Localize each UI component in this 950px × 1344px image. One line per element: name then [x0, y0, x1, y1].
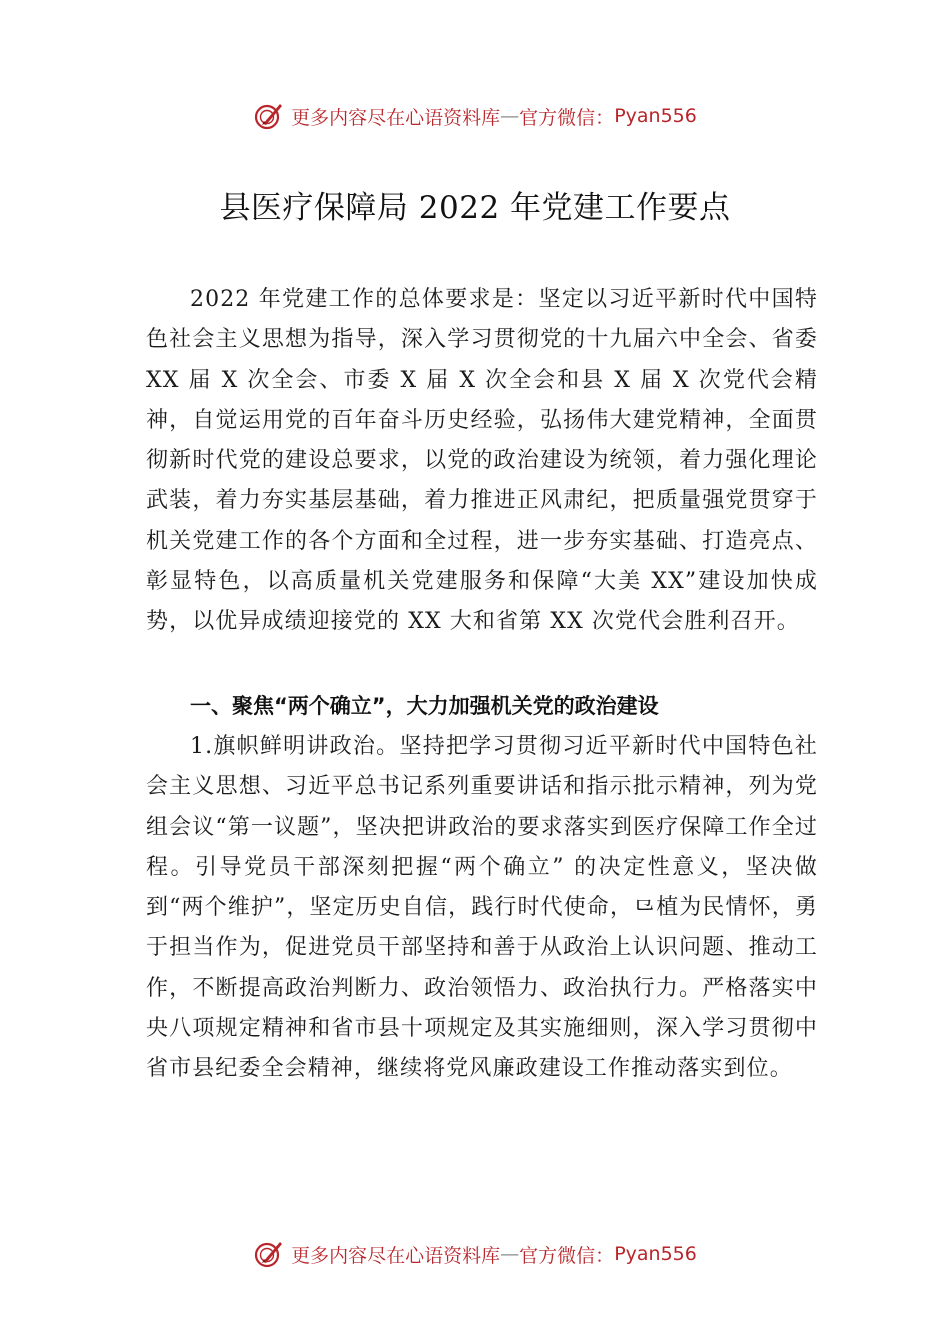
watermark-label: 官方微信：	[519, 106, 615, 129]
watermark-main-text: 更多内容尽在心语资料库	[291, 1244, 501, 1267]
watermark-wechat-id: Pyan556	[614, 1243, 697, 1265]
item-1-paragraph: 1.旗帜鲜明讲政治。坚持把学习贯彻习近平新时代中国特色社会主义思想、习近平总书记系列重要讲话和指示批示精神，列为党组会议“第一议题”，坚决把讲政治的要求落实到医疗保障工作全过程。引导党员干部深刻把握“两个确立” 的决定性意义，坚决做到“两个维护”，坚定历史自信，践行时代使命，⺋植为民情怀，勇于担当作为，促进党员干部坚持和善于从政治上认识问题、推动工作，不断提高政治判断力、政治领悟力、政治执行力。严格落实中央八项规定精神和省市县十项规定及其实施细则，深入学习贯彻中省市县纪委全会精神，继续将党风廉政建设工作推动落实到位。	[146, 734, 818, 1082]
watermark-main-text: 更多内容尽在心语资料库	[291, 106, 501, 129]
footer-watermark	[0, 1234, 950, 1274]
watermark-dash: —	[500, 1243, 520, 1265]
intro-paragraph: 2022 年党建工作的总体要求是：坚定以习近平新时代中国特色社会主义思想为指导，深入学习贯彻党的十九届六中全会、省委 XX 届 X 次全会、市委 X 届 X 次全会和县 X 届 X 次党代会精神，自觉运用党的百年奋斗历史经验，弘扬伟大建党精神，全面贯彻新时代党的建设总要求，以党的政治建设为统领，着力强化理论武装，着力夯实基层基础，着力推进正风肃纪，把质量强党贯穿于机关党建工作的各个方面和全过程，进一步夯实基础、打造亮点、彰显特色，以高质量机关党建服务和保障“大美 XX”建设加快成势，以优异成绩迎接党的 XX 大和省第 XX 次党代会胜利召开。	[146, 287, 818, 635]
quill-seal-icon	[253, 100, 285, 132]
watermark-label: 官方微信：	[519, 1244, 615, 1267]
section-heading-1: 一、聚焦“两个确立”，大力加强机关党的政治建设	[190, 694, 659, 718]
watermark-wechat-id: Pyan556	[614, 105, 697, 127]
watermark-dash: —	[500, 105, 520, 127]
document-title: 县医疗保障局 2022 年党建工作要点	[219, 190, 731, 226]
header-watermark	[0, 96, 950, 136]
quill-seal-icon	[253, 1238, 285, 1270]
